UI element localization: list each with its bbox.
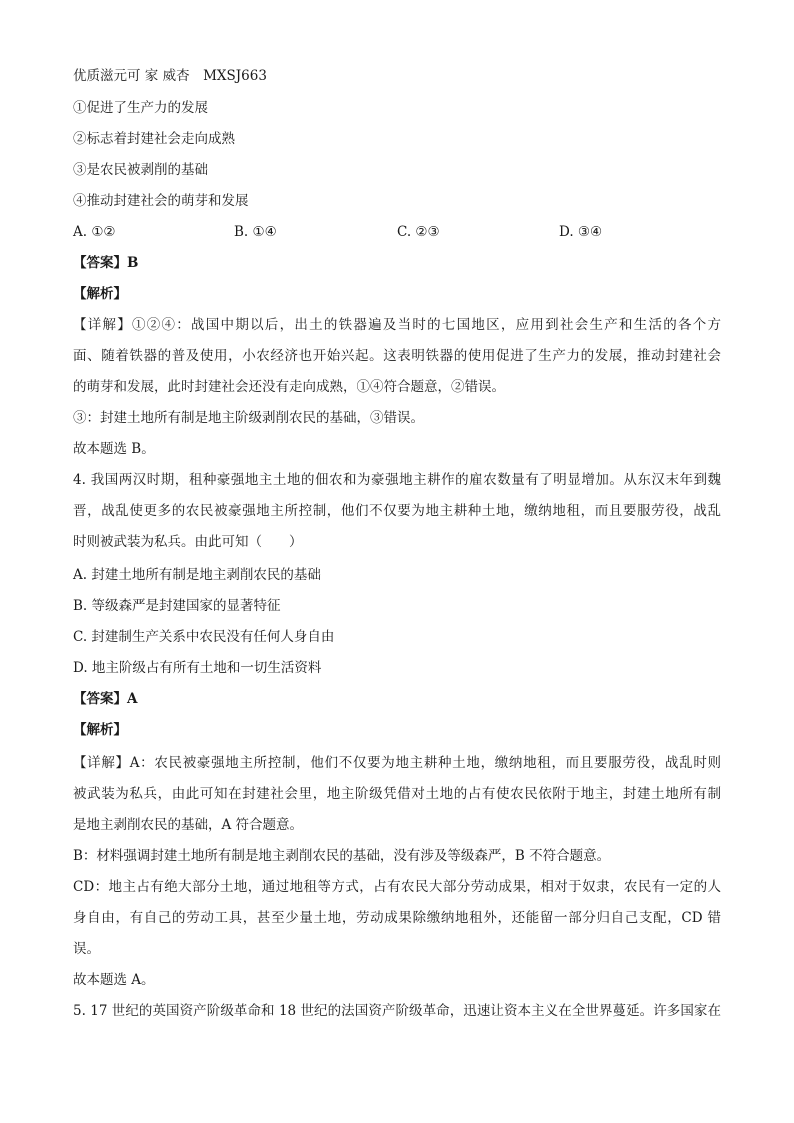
q3-detail-line: 面、随着铁器的普及使用，小农经济也开始兴起。这表明铁器的使用促进了生产力的发展，推动封建社会: [73, 348, 721, 364]
q3-item-2: ②标志着封建社会走向成熟: [73, 131, 235, 147]
page-header: 优质滋元可 家 威杏 MXSJ663: [73, 68, 267, 84]
q3-conclusion: 故本题选 B。: [73, 441, 155, 457]
q4-detail-line: 身自由，有自己的劳动工具，甚至少量土地，劳动成果除缴纳地租外，还能留一部分归自己支配，CD 错: [73, 910, 721, 926]
q3-analysis-label: 【解析】: [73, 286, 127, 302]
q5-stem-line: 5. 17 世纪的英国资产阶级革命和 18 世纪的法国资产阶级革命，迅速让资本主义在全世界蔓延。许多国家在: [73, 1003, 721, 1019]
q4-stem-line: 时则被武装为私兵。由此可知（ ）: [73, 534, 303, 550]
q4-detail-line: 误。: [73, 941, 100, 957]
q4-answer: 【答案】A: [73, 691, 138, 707]
q4-stem-line: 晋，战乱使更多的农民被豪强地主所控制，他们不仅要为地主耕种土地，缴纳地租，而且要服劳役，战乱: [73, 503, 721, 519]
q4-conclusion: 故本题选 A。: [73, 972, 155, 988]
q4-stem-line: 4. 我国两汉时期，租种豪强地主土地的佃农和为豪强地主耕作的雇农数量有了明显增加。从东汉末年到魏: [73, 472, 721, 488]
q3-answer: 【答案】B: [73, 255, 139, 271]
q3-item-3: ③是农民被剥削的基础: [73, 162, 208, 178]
q4-detail-line: 被武装为私兵，由此可知在封建社会里，地主阶级凭借对土地的占有使农民依附于地主，封建土地所有制: [73, 786, 721, 802]
q4-option-b: B. 等级森严是封建国家的显著特征: [73, 598, 281, 614]
q4-option-c: C. 封建制生产关系中农民没有任何人身自由: [73, 629, 335, 645]
q3-option-b: B. ①④: [234, 224, 277, 240]
q3-option-d: D. ③④: [559, 224, 603, 240]
q4-detail-line: B：材料强调封建土地所有制是地主剥削农民的基础，没有涉及等级森严，B 不符合题意。: [73, 848, 611, 864]
q3-detail-line: 【详解】①②④：战国中期以后，出土的铁器遍及当时的七国地区，应用到社会生产和生活的各个方: [73, 317, 721, 333]
q4-detail-line: 【详解】A：农民被豪强地主所控制，他们不仅要为地主耕种土地，缴纳地租，而且要服劳役，战乱时则: [73, 755, 721, 771]
q4-detail-line: 是地主剥削农民的基础，A 符合题意。: [73, 817, 304, 833]
q4-analysis-label: 【解析】: [73, 722, 127, 738]
q3-option-c: C. ②③: [397, 224, 440, 240]
q3-options: [73, 222, 721, 242]
q4-option-d: D. 地主阶级占有所有土地和一切生活资料: [73, 660, 322, 676]
q3-option-a: A. ①②: [73, 224, 116, 240]
q4-detail-line: CD：地主占有绝大部分土地，通过地租等方式，占有农民大部分劳动成果，相对于奴隶，农民有一定的人: [73, 879, 721, 895]
q3-detail-line: ③：封建土地所有制是地主阶级剥削农民的基础，③错误。: [73, 410, 424, 426]
q3-item-1: ①促进了生产力的发展: [73, 100, 208, 116]
q3-detail-line: 的萌芽和发展，此时封建社会还没有走向成熟，①④符合题意，②错误。: [73, 379, 505, 395]
q4-option-a: A. 封建土地所有制是地主剥削农民的基础: [73, 567, 321, 583]
q3-item-4: ④推动封建社会的萌芽和发展: [73, 193, 249, 209]
